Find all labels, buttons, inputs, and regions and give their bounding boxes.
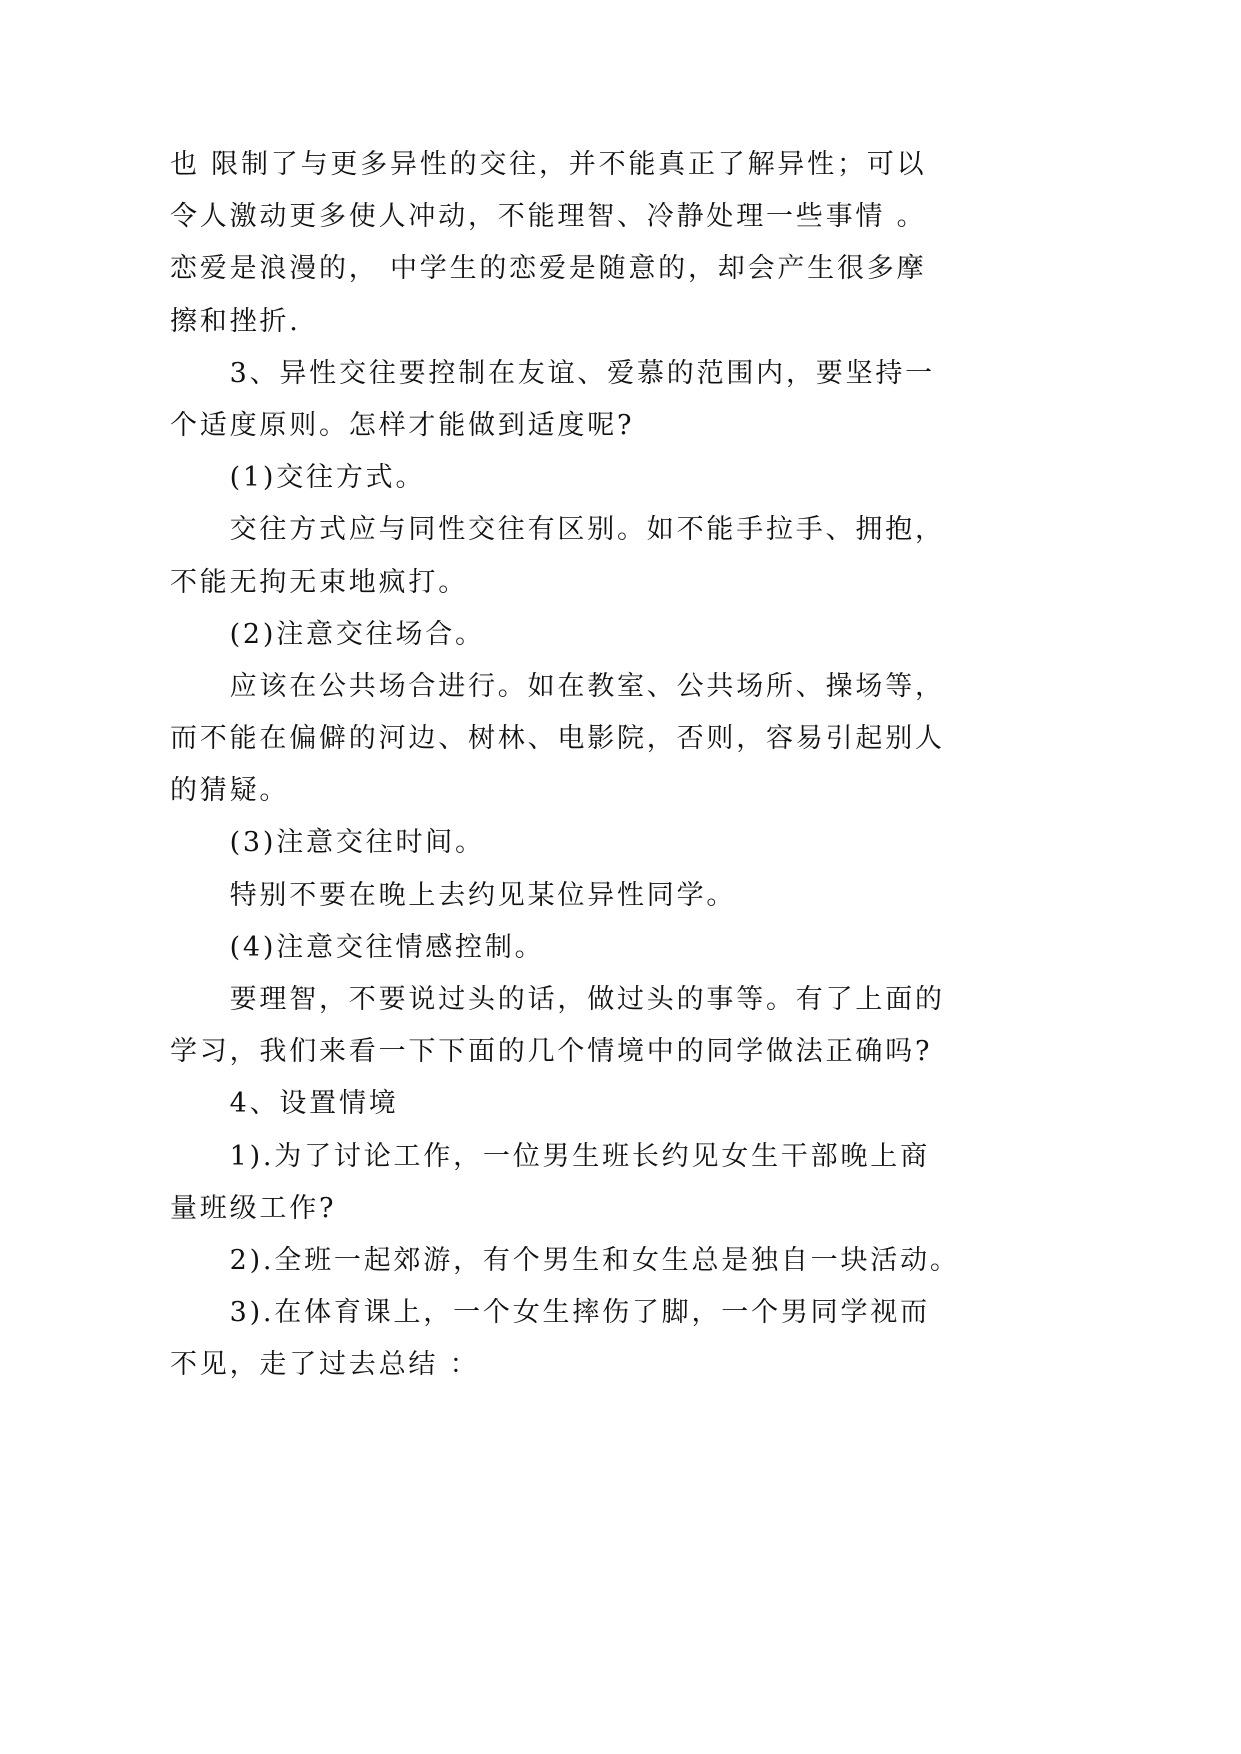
text-line: 应该在公共场合进行。如在教室、公共场所、操场等， xyxy=(229,670,945,702)
paragraph xyxy=(170,661,1130,818)
list-item-line: 不见，走了过去总结 ： xyxy=(170,1349,480,1381)
paragraph xyxy=(170,1131,1130,1235)
text-line: 令人激动更多使人冲动，不能理智、冷静处理一些事情 。 xyxy=(170,201,927,233)
text-line: 而不能在偏僻的河边、树林、电影院，否则，容易引起别人 xyxy=(170,723,945,755)
text-line: 的猜疑。 xyxy=(170,775,290,807)
paragraph xyxy=(170,1235,1130,1287)
text-line: 也 限制了与更多异性的交往，并不能真正了解异性；可以 xyxy=(170,149,927,180)
subheading-line: (2)注意交往场合。 xyxy=(229,618,485,650)
paragraph xyxy=(170,922,1130,974)
paragraph xyxy=(170,348,1130,452)
paragraph xyxy=(170,139,1130,348)
text-line: 个适度原则。怎样才能做到适度呢? xyxy=(170,409,635,441)
list-item-line: 2).全班一起郊游，有个男生和女生总是独自一块活动。 xyxy=(229,1244,960,1276)
text-line: 不能无拘无束地疯打。 xyxy=(170,566,468,598)
text-line: 擦和挫折. xyxy=(170,305,301,337)
section-heading-line: 3、异性交往要控制在友谊、爱慕的范围内，要坚持一 xyxy=(229,357,935,389)
paragraph xyxy=(170,609,1130,661)
paragraph xyxy=(170,974,1130,1078)
paragraph xyxy=(170,870,1130,922)
text-line: 要理智，不要说过头的话，做过头的事等。有了上面的 xyxy=(229,984,945,1015)
text-line: 交往方式应与同性交往有区别。如不能手拉手、拥抱， xyxy=(229,514,945,546)
paragraph xyxy=(170,1287,1130,1391)
text-line: 特别不要在晚上去约见某位异性同学。 xyxy=(229,879,737,911)
paragraph xyxy=(170,504,1130,608)
paragraph xyxy=(170,452,1130,504)
subheading-line: (4)注意交往情感控制。 xyxy=(229,931,545,963)
list-item-line: 1).为了讨论工作，一位男生班长约见女生干部晚上商 xyxy=(229,1140,930,1172)
list-item-line: 3).在体育课上，一个女生摔伤了脚，一个男同学视而 xyxy=(229,1297,930,1329)
paragraph xyxy=(170,817,1130,869)
list-item-line: 量班级工作? xyxy=(170,1192,337,1224)
paragraph xyxy=(170,1078,1130,1130)
subheading-line: (1)交往方式。 xyxy=(229,462,426,494)
subheading-line: (3)注意交往时间。 xyxy=(229,827,485,859)
section-heading-line: 4、设置情境 xyxy=(229,1088,399,1120)
document-body xyxy=(170,139,1130,1392)
text-line: 学习，我们来看一下下面的几个情境中的同学做法正确吗? xyxy=(170,1036,933,1068)
text-line: 恋爱是浪漫的， 中学生的恋爱是随意的，却会产生很多摩 xyxy=(170,253,927,285)
